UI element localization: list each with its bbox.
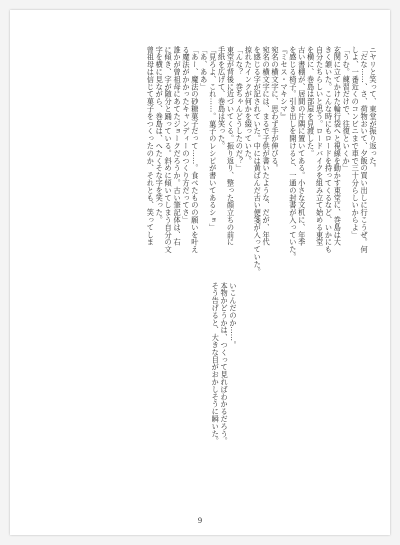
book-page [10,10,390,535]
page-number: 9 [197,517,203,525]
continuation-text-column: いこんだのか……。 本物かどうかは、つくって見ればわかるだろう。 そう告げると、大きな目がおかしそうに瞬いた。 [211,282,238,445]
main-text-column: ニヤリと笑って、東堂が振り返った。 「だな……、さ、荷物おいて、夕飯の買い出しに行こうぜ。何 しよ、一番近くのコンビニまで車で三十分らしいからよ」 「うむ。練習だけで、往復といくか」 玄関に立てかけた輪行袋へと視線を動かす東堂に、巻島は大 きく頷いた。こんな時にもロードを持ってくるなど、いかにも 自分たちらしいと思う。ロードバイクを組み立て始める東堂 を横に、巻島は部屋を見渡した。 古い書棚が、居間の片隅に置いてある。小さな文机に、年季 を感じる椅子。引き出しを開けると、一通の封書が入っていた。 『ミセス・マキシマ』 宛名の横文字に、思わず手が伸びる。 宛名の横文字には、まるで子供が書いたような、だが、年代 を感じる字が記されていた。中には黄ばんだ古い便箋が入っていた。 掠れたインクが何かを綴っていた。 「んな？ 巻ちゃんどうしたのだ？」 東堂が背後に近づいてくる。振り返り、整った顔立ちの前に 手紙を広げて、巻島は笑った。 「見ろよ、これ……。菓子のレシピが書いてあるショ」 「あ、ああ」 「あー、魔法の砂糖菓子だって……。食べたものの願いを叶え る魔法がかかったキャンディーのつくり方だってさ」 誰かが曾祖母にあてたジョークだろうか。古い筆記体は、右 に傾き、字が随分と踊っている。斜めに傾いてしまう自分の文 字を横に見ながら、巻島は、へたくそな字を笑った。 曾祖母は信じて菓子をつくったのか、それとも、笑ってしま [146,46,378,276]
